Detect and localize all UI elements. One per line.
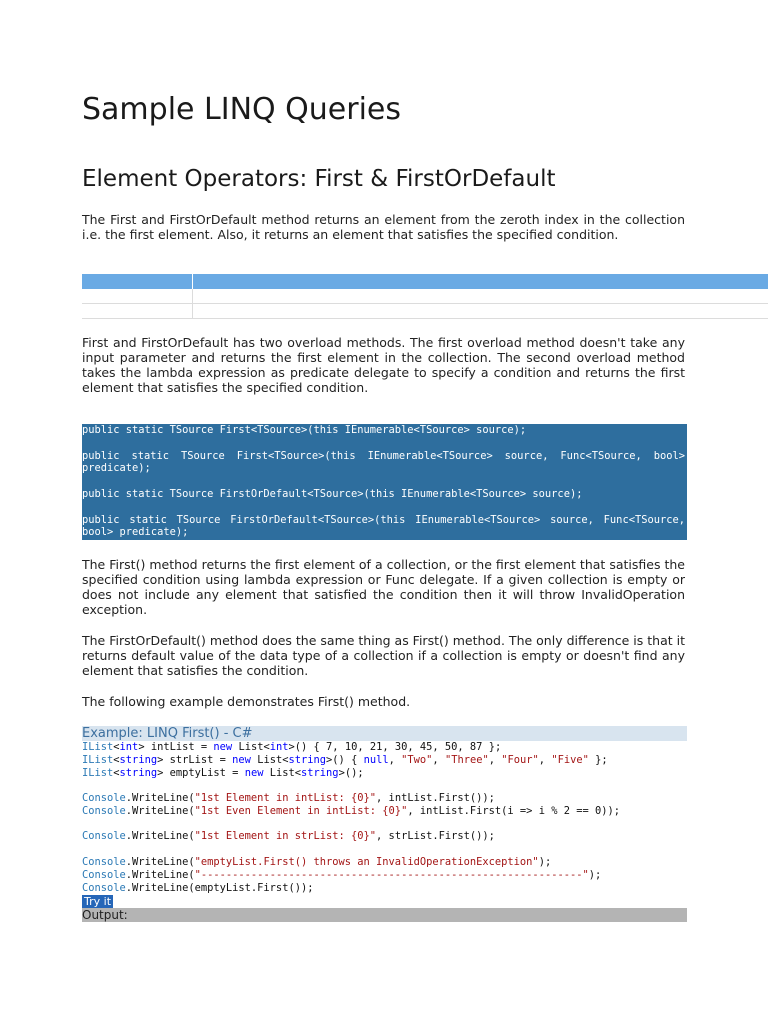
example-intro-paragraph: The following example demonstrates First() method. xyxy=(82,694,411,709)
table-cell xyxy=(82,304,193,318)
page-title: Sample LINQ Queries xyxy=(82,92,402,127)
overloads-paragraph: First and FirstOrDefault has two overload methods. The first overload method doesn't take any input parameter and returns the first element in the collection. The second overload method takes the lambda expression as predicate delegate to specify a condition and returns the first element that satisfies the specified condition. xyxy=(82,335,685,395)
section-title: Element Operators: First & FirstOrDefault xyxy=(82,166,556,192)
table-header-row xyxy=(82,274,768,289)
intro-paragraph: The First and FirstOrDefault method returns an element from the zeroth index in the collection i.e. the first element. Also, it returns an element that satisfies the specified condition. xyxy=(82,212,685,242)
output-label: Output: xyxy=(82,908,687,922)
firstordefault-description-paragraph: The FirstOrDefault() method does the same thing as First() method. The only difference is that it returns default value of the data type of a collection if a collection is empty or doesn't find any element that satisfies the condition. xyxy=(82,633,685,678)
code-line: Console.WriteLine("1st Element in strList: {0}", strList.First()); xyxy=(82,830,495,842)
table-cell xyxy=(193,304,768,318)
table-header-cell xyxy=(82,274,193,289)
code-line: Console.WriteLine(emptyList.First()); xyxy=(82,882,314,894)
table-row xyxy=(82,304,768,319)
code-line: Console.WriteLine("1st Element in intList: {0}", intList.First()); xyxy=(82,792,495,804)
method-signatures-block xyxy=(82,424,687,540)
code-line: Console.WriteLine("-------------------------------------------------------------"); xyxy=(82,869,602,881)
example-header: Example: LINQ First() - C# xyxy=(82,726,687,741)
signature-line: public static TSource FirstOrDefault<TSource>(this IEnumerable<TSource> source, Func<TSource, bool> predicate); xyxy=(82,514,685,538)
code-line: IList<int> intList = new List<int>() { 7, 10, 21, 30, 45, 50, 87 }; xyxy=(82,741,502,753)
table-cell xyxy=(193,289,768,303)
signature-line: public static TSource First<TSource>(this IEnumerable<TSource> source); xyxy=(82,424,527,436)
table-cell xyxy=(82,289,193,303)
try-it-link[interactable]: Try it xyxy=(84,895,112,908)
signature-line: public static TSource FirstOrDefault<TSource>(this IEnumerable<TSource> source); xyxy=(82,488,583,500)
code-line: Console.WriteLine("emptyList.First() throws an InvalidOperationException"); xyxy=(82,856,552,868)
table-header-cell xyxy=(193,274,768,289)
code-line: Console.WriteLine("1st Even Element in intList: {0}", intList.First(i => i % 2 == 0)); xyxy=(82,805,621,817)
code-line: IList<string> emptyList = new List<string>(); xyxy=(82,767,364,779)
signature-line: public static TSource First<TSource>(this IEnumerable<TSource> source, Func<TSource, bool> predicate); xyxy=(82,450,685,474)
code-line: IList<string> strList = new List<string>() { null, "Two", "Three", "Four", "Five" }; xyxy=(82,754,608,766)
first-description-paragraph: The First() method returns the first element of a collection, or the first element that satisfies the specified condition using lambda expression or Func delegate. If a given collection is empty or does not include any element that satisfied the condition then it will throw InvalidOperation exception. xyxy=(82,557,685,617)
empty-table xyxy=(82,274,768,319)
table-row xyxy=(82,289,768,304)
